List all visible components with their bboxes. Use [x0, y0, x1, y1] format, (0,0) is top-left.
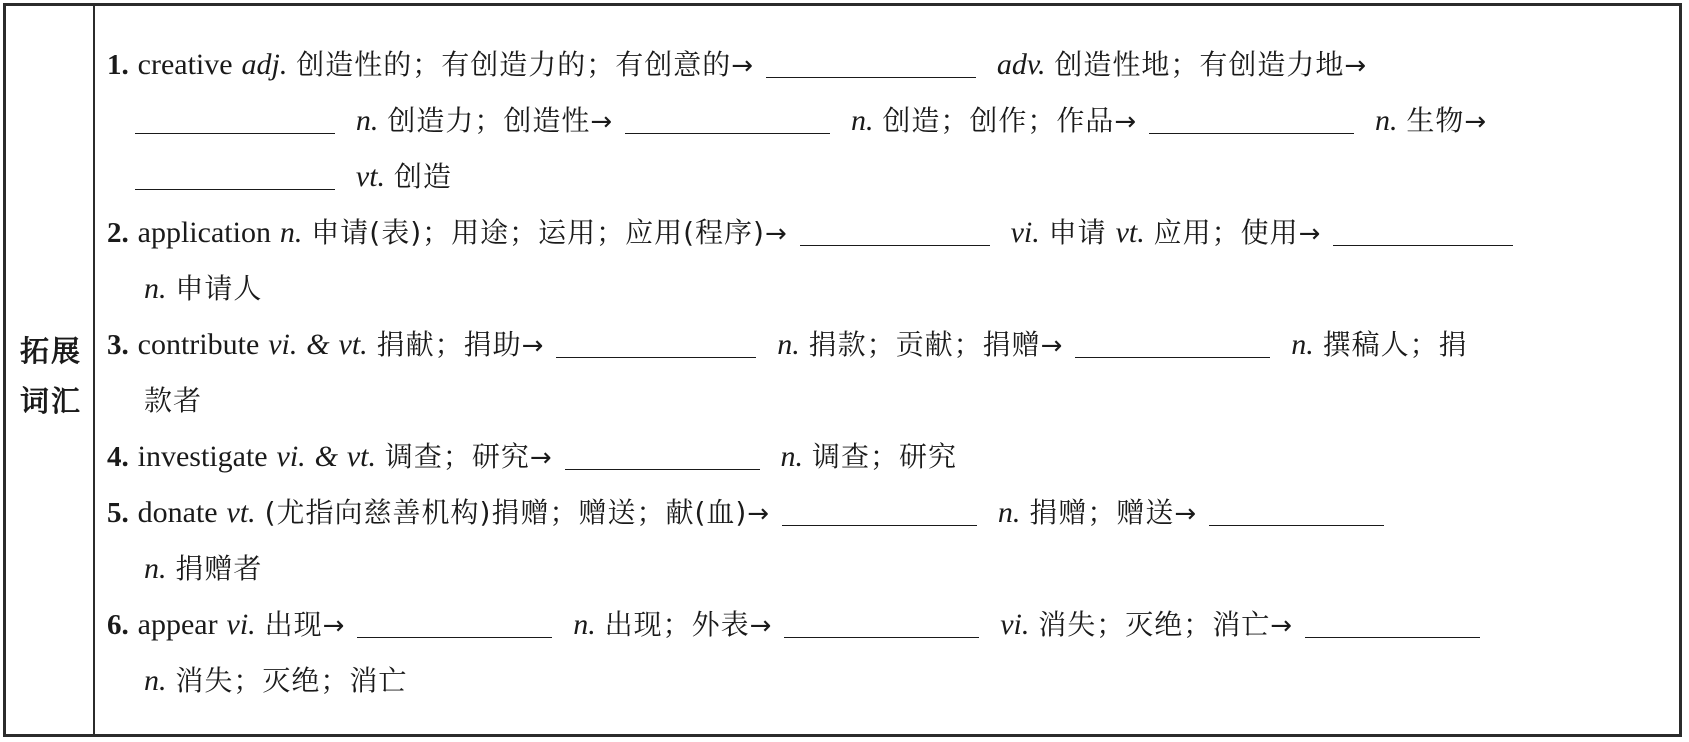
answer-blank[interactable]	[766, 47, 976, 78]
part-of-speech: vi.	[1010, 216, 1040, 249]
part-of-speech: vt.	[226, 496, 256, 529]
definition: 捐赠；赠送	[1029, 496, 1175, 529]
arrow-icon: →	[731, 51, 754, 81]
arrow-icon: →	[1298, 219, 1321, 249]
part-of-speech: vi.	[1000, 608, 1030, 641]
headword: appear	[137, 608, 218, 641]
answer-blank[interactable]	[625, 103, 830, 134]
part-of-speech: vi.	[268, 328, 298, 361]
part-of-speech: n.	[144, 664, 167, 697]
arrow-icon: →	[529, 443, 552, 473]
definition: 捐献；捐助	[376, 328, 522, 361]
section-label	[16, 326, 86, 426]
headword: application	[137, 216, 271, 249]
answer-blank[interactable]	[1209, 495, 1384, 526]
part-of-speech: n.	[780, 440, 804, 473]
part-of-speech: vt.	[338, 328, 368, 361]
answer-blank[interactable]	[135, 159, 335, 190]
part-of-speech: n.	[1374, 104, 1398, 137]
part-of-speech: adj.	[241, 48, 288, 81]
item-5-line-2	[107, 544, 1667, 600]
item-number: 5.	[107, 497, 129, 529]
definition: 申请	[1048, 216, 1107, 249]
definition: 生物	[1406, 104, 1465, 137]
part-of-speech: n.	[777, 328, 800, 361]
answer-blank[interactable]	[565, 439, 760, 470]
item-number: 1.	[107, 49, 129, 81]
definition: 出现	[264, 608, 323, 641]
definition: 申请(表)；用途；运用；应用(程序)	[311, 216, 765, 249]
part-of-speech: vi.	[226, 608, 256, 641]
answer-blank[interactable]	[1333, 215, 1513, 246]
label-column	[6, 6, 95, 734]
part-of-speech: vt.	[346, 440, 376, 473]
answer-blank[interactable]	[135, 103, 335, 134]
section-label-line1: 拓展	[19, 334, 82, 368]
part-of-speech: n.	[997, 496, 1021, 529]
part-of-speech: vi.	[276, 440, 306, 473]
part-of-speech: n.	[144, 552, 167, 585]
part-of-speech: n.	[144, 272, 167, 305]
definition: 调查；研究	[384, 440, 530, 473]
answer-blank[interactable]	[784, 607, 979, 638]
part-of-speech: n.	[355, 104, 379, 137]
definition: 消失；灭绝；消亡	[175, 664, 408, 697]
definition: 消失；灭绝；消亡	[1038, 608, 1271, 641]
item-number: 3.	[107, 329, 129, 361]
arrow-icon: →	[1174, 499, 1197, 529]
part-of-speech: n.	[850, 104, 874, 137]
vocab-list	[107, 40, 1667, 712]
item-number: 6.	[107, 609, 129, 641]
headword: donate	[137, 496, 218, 529]
answer-blank[interactable]	[800, 215, 990, 246]
headword: creative	[137, 48, 233, 81]
part-of-speech: n.	[279, 216, 303, 249]
part-of-speech: adv.	[996, 48, 1046, 81]
arrow-icon: →	[521, 331, 544, 361]
answer-blank[interactable]	[1305, 607, 1480, 638]
definition: 应用；使用	[1153, 216, 1299, 249]
item-1-line-3	[107, 152, 1667, 208]
definition: 调查；研究	[811, 440, 957, 473]
part-of-speech: vt.	[355, 160, 386, 193]
item-1-line-2	[107, 96, 1667, 152]
part-of-speech: vt.	[1115, 216, 1145, 249]
item-2-line-2	[107, 264, 1667, 320]
answer-blank[interactable]	[1149, 103, 1354, 134]
ampersand: &	[306, 328, 330, 361]
definition: 捐赠者	[175, 552, 263, 585]
arrow-icon: →	[764, 219, 787, 249]
definition: 出现；外表	[604, 608, 750, 641]
item-2-line-1	[107, 208, 1667, 264]
answer-blank[interactable]	[782, 495, 977, 526]
answer-blank[interactable]	[1075, 327, 1270, 358]
item-1-line-1	[107, 40, 1667, 96]
item-3-line-1	[107, 320, 1667, 376]
item-number: 2.	[107, 217, 129, 249]
arrow-icon: →	[747, 499, 770, 529]
definition: 创造力；创造性	[387, 104, 591, 137]
arrow-icon: →	[1114, 107, 1137, 137]
arrow-icon: →	[322, 611, 345, 641]
definition: 创造性地；有创造力地	[1054, 48, 1345, 81]
arrow-icon: →	[1270, 611, 1293, 641]
arrow-icon: →	[590, 107, 613, 137]
item-5-line-1	[107, 488, 1667, 544]
headword: contribute	[137, 328, 260, 361]
arrow-icon: →	[1040, 331, 1063, 361]
definition: (尤指向慈善机构)捐赠；赠送；献(血)	[264, 496, 748, 529]
definition: 撰稿人；捐	[1322, 328, 1468, 361]
headword: investigate	[137, 440, 268, 473]
answer-blank[interactable]	[357, 607, 552, 638]
definition: 款者	[144, 384, 203, 417]
item-3-line-2	[107, 376, 1667, 432]
arrow-icon: →	[749, 611, 772, 641]
definition: 申请人	[175, 272, 263, 305]
definition: 创造；创作；作品	[882, 104, 1115, 137]
item-6-line-1	[107, 600, 1667, 656]
item-number: 4.	[107, 441, 129, 473]
part-of-speech: n.	[1291, 328, 1314, 361]
item-4-line-1	[107, 432, 1667, 488]
definition: 创造性的；有创造力的；有创意的	[296, 48, 732, 81]
answer-blank[interactable]	[556, 327, 756, 358]
arrow-icon: →	[1464, 107, 1487, 137]
item-6-line-2	[107, 656, 1667, 712]
section-label-line2: 词汇	[19, 384, 82, 418]
definition: 创造	[393, 160, 452, 193]
definition: 捐款；贡献；捐赠	[808, 328, 1041, 361]
part-of-speech: n.	[573, 608, 596, 641]
arrow-icon: →	[1344, 51, 1367, 81]
ampersand: &	[314, 440, 338, 473]
